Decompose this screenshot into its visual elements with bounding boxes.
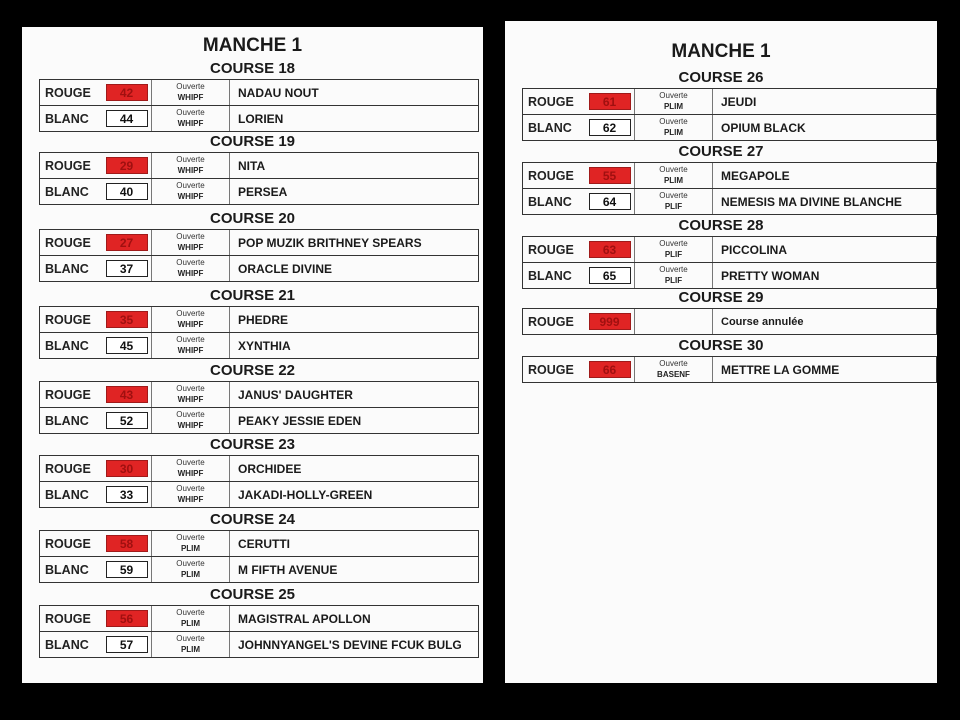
runner-number: 61 [589, 93, 631, 110]
horse-name: POP MUZIK BRITHNEY SPEARS [238, 235, 422, 250]
muzzle-type: WHIPF [177, 495, 204, 504]
race-row [40, 606, 478, 631]
runner-number: 27 [106, 234, 148, 251]
muzzle-open-label: Ouverte [659, 239, 688, 248]
race-row [40, 105, 478, 131]
muzzle-cell [152, 80, 230, 105]
jacket-color-label: ROUGE [528, 168, 574, 183]
muzzle-type: WHIPF [177, 269, 204, 278]
muzzle-cell [152, 307, 230, 332]
race-table [39, 79, 479, 132]
jacket-color-label: ROUGE [528, 94, 574, 109]
number-cell [585, 189, 635, 214]
muzzle-cell [152, 456, 230, 481]
jacket-color-label: ROUGE [45, 158, 91, 173]
muzzle-open-label: Ouverte [176, 458, 205, 467]
muzzle-cell [635, 189, 713, 214]
muzzle-open-label: Ouverte [176, 608, 205, 617]
number-cell [102, 80, 152, 105]
muzzle-type: WHIPF [177, 421, 204, 430]
race-row [523, 237, 936, 262]
muzzle-type: WHIPF [177, 93, 204, 102]
race-row [40, 332, 478, 358]
horse-name: Course annulée [721, 315, 804, 328]
muzzle-type: PLIF [664, 202, 683, 211]
muzzle-open-label: Ouverte [659, 91, 688, 100]
number-cell [102, 456, 152, 481]
horse-name: NITA [238, 158, 266, 173]
race-row [523, 309, 936, 334]
manche-title: MANCHE 1 [671, 41, 771, 62]
jacket-color-label: BLANC [45, 562, 89, 577]
race-row [40, 80, 478, 105]
muzzle-open-label: Ouverte [176, 181, 205, 190]
race-table [39, 152, 479, 205]
muzzle-cell [635, 89, 713, 114]
muzzle-cell [152, 230, 230, 255]
right-sheet [505, 21, 937, 683]
horse-name: JANUS' DAUGHTER [238, 387, 353, 402]
horse-name: METTRE LA GOMME [721, 362, 840, 377]
race-row [40, 631, 478, 657]
muzzle-open-label: Ouverte [659, 117, 688, 126]
jacket-color-label: ROUGE [45, 312, 91, 327]
course-title: COURSE 24 [209, 511, 296, 528]
jacket-color-label: BLANC [45, 637, 89, 652]
horse-name: JAKADI-HOLLY-GREEN [238, 487, 373, 502]
horse-name: M FIFTH AVENUE [238, 562, 338, 577]
muzzle-open-label: Ouverte [176, 335, 205, 344]
runner-number: 33 [106, 486, 148, 503]
race-table [39, 455, 479, 508]
number-cell [585, 263, 635, 288]
muzzle-cell [152, 106, 230, 131]
race-row [40, 556, 478, 582]
number-cell [102, 179, 152, 204]
muzzle-open-label: Ouverte [176, 82, 205, 91]
muzzle-type: WHIPF [177, 469, 204, 478]
race-row [40, 255, 478, 281]
number-cell [585, 163, 635, 188]
race-row [40, 456, 478, 481]
number-cell [102, 307, 152, 332]
number-cell [102, 632, 152, 657]
horse-name: PICCOLINA [721, 242, 787, 257]
number-cell [102, 482, 152, 507]
race-row [40, 307, 478, 332]
course-title: COURSE 28 [678, 217, 764, 234]
muzzle-cell [152, 531, 230, 556]
number-cell [102, 106, 152, 131]
horse-name: LORIEN [238, 111, 284, 126]
runner-number: 43 [106, 386, 148, 403]
jacket-color-label: ROUGE [45, 235, 91, 250]
runner-number: 56 [106, 610, 148, 627]
muzzle-open-label: Ouverte [176, 533, 205, 542]
muzzle-type: PLIF [664, 250, 683, 259]
horse-name: CERUTTI [238, 536, 290, 551]
runner-number: 62 [589, 119, 631, 136]
jacket-color-label: BLANC [45, 261, 89, 276]
runner-number: 52 [106, 412, 148, 429]
number-cell [102, 333, 152, 358]
race-table [39, 229, 479, 282]
course-title: COURSE 20 [209, 210, 296, 227]
number-cell [585, 115, 635, 140]
jacket-color-label: ROUGE [45, 536, 91, 551]
muzzle-open-label: Ouverte [176, 484, 205, 493]
horse-name: PERSEA [238, 184, 288, 199]
runner-number: 29 [106, 157, 148, 174]
horse-name: NADAU NOUT [238, 85, 319, 100]
race-table [522, 356, 937, 383]
race-table [39, 530, 479, 583]
course-title: COURSE 29 [678, 289, 764, 306]
jacket-color-label: BLANC [528, 268, 572, 283]
muzzle-cell [152, 382, 230, 407]
race-table [39, 381, 479, 434]
horse-name: MEGAPOLE [721, 168, 790, 183]
number-cell [102, 256, 152, 281]
number-cell [102, 531, 152, 556]
course-title: COURSE 26 [678, 69, 764, 86]
jacket-color-label: ROUGE [45, 611, 91, 626]
jacket-color-label: ROUGE [528, 362, 574, 377]
muzzle-type: WHIPF [177, 320, 204, 329]
muzzle-cell [152, 333, 230, 358]
runner-number: 58 [106, 535, 148, 552]
number-cell [102, 606, 152, 631]
muzzle-cell [152, 632, 230, 657]
race-row [523, 262, 936, 288]
jacket-color-label: BLANC [528, 120, 572, 135]
race-table [522, 308, 937, 335]
race-row [523, 114, 936, 140]
muzzle-type: BASENF [657, 370, 690, 379]
number-cell [102, 408, 152, 433]
muzzle-cell [635, 237, 713, 262]
horse-name: JEUDI [721, 94, 757, 109]
race-table [522, 88, 937, 141]
race-table [39, 605, 479, 658]
race-row [40, 531, 478, 556]
runner-number: 999 [589, 313, 631, 330]
course-title: COURSE 22 [209, 362, 296, 379]
race-row [40, 407, 478, 433]
horse-name: PHEDRE [238, 312, 289, 327]
muzzle-type: PLIM [663, 102, 684, 111]
number-cell [102, 557, 152, 582]
race-row [523, 163, 936, 188]
muzzle-cell [152, 179, 230, 204]
muzzle-open-label: Ouverte [176, 410, 205, 419]
muzzle-cell [152, 606, 230, 631]
muzzle-open-label: Ouverte [176, 634, 205, 643]
race-table [39, 306, 479, 359]
muzzle-cell [635, 115, 713, 140]
muzzle-type: WHIPF [177, 346, 204, 355]
horse-name: NEMESIS MA DIVINE BLANCHE [721, 194, 902, 209]
muzzle-type: PLIM [180, 645, 201, 654]
jacket-color-label: ROUGE [45, 461, 91, 476]
manche-title: MANCHE 1 [202, 35, 303, 56]
muzzle-cell [152, 153, 230, 178]
muzzle-type: WHIPF [177, 166, 204, 175]
jacket-color-label: ROUGE [528, 242, 574, 257]
runner-number: 65 [589, 267, 631, 284]
muzzle-open-label: Ouverte [176, 559, 205, 568]
number-cell [585, 357, 635, 382]
runner-number: 45 [106, 337, 148, 354]
runner-number: 57 [106, 636, 148, 653]
muzzle-type: PLIF [664, 276, 683, 285]
jacket-color-label: ROUGE [45, 387, 91, 402]
runner-number: 59 [106, 561, 148, 578]
muzzle-cell [635, 163, 713, 188]
muzzle-type: WHIPF [177, 119, 204, 128]
runner-number: 40 [106, 183, 148, 200]
race-row [40, 230, 478, 255]
number-cell [585, 89, 635, 114]
jacket-color-label: BLANC [45, 111, 89, 126]
course-title: COURSE 21 [209, 287, 296, 304]
course-title: COURSE 19 [209, 133, 296, 150]
horse-name: PRETTY WOMAN [721, 268, 820, 283]
muzzle-open-label: Ouverte [176, 155, 205, 164]
muzzle-open-label: Ouverte [176, 384, 205, 393]
race-row [40, 153, 478, 178]
jacket-color-label: BLANC [45, 184, 89, 199]
muzzle-cell [635, 309, 713, 334]
horse-name: ORACLE DIVINE [238, 261, 333, 276]
muzzle-open-label: Ouverte [176, 258, 205, 267]
course-title: COURSE 27 [678, 143, 764, 160]
runner-number: 35 [106, 311, 148, 328]
runner-number: 37 [106, 260, 148, 277]
muzzle-cell [635, 263, 713, 288]
muzzle-cell [152, 408, 230, 433]
race-row [523, 357, 936, 382]
runner-number: 55 [589, 167, 631, 184]
muzzle-type: WHIPF [177, 395, 204, 404]
muzzle-type: PLIM [180, 619, 201, 628]
muzzle-open-label: Ouverte [659, 359, 688, 368]
runner-number: 42 [106, 84, 148, 101]
muzzle-type: PLIM [180, 544, 201, 553]
muzzle-cell [635, 357, 713, 382]
muzzle-cell [152, 557, 230, 582]
course-title: COURSE 18 [209, 60, 296, 77]
muzzle-open-label: Ouverte [176, 108, 205, 117]
muzzle-open-label: Ouverte [659, 165, 688, 174]
jacket-color-label: BLANC [45, 338, 89, 353]
muzzle-cell [152, 256, 230, 281]
muzzle-type: PLIM [663, 176, 684, 185]
number-cell [102, 230, 152, 255]
muzzle-open-label: Ouverte [659, 265, 688, 274]
race-row [40, 481, 478, 507]
muzzle-type: WHIPF [177, 243, 204, 252]
course-title: COURSE 23 [209, 436, 296, 453]
race-row [523, 188, 936, 214]
muzzle-open-label: Ouverte [659, 191, 688, 200]
number-cell [102, 153, 152, 178]
muzzle-type: WHIPF [177, 192, 204, 201]
race-row [40, 178, 478, 204]
race-table [522, 162, 937, 215]
horse-name: XYNTHIA [238, 338, 291, 353]
number-cell [102, 382, 152, 407]
course-title: COURSE 25 [209, 586, 296, 603]
jacket-color-label: BLANC [45, 413, 89, 428]
runner-number: 44 [106, 110, 148, 127]
muzzle-open-label: Ouverte [176, 232, 205, 241]
left-sheet [22, 27, 483, 683]
muzzle-open-label: Ouverte [176, 309, 205, 318]
jacket-color-label: ROUGE [528, 314, 574, 329]
number-cell [585, 237, 635, 262]
race-row [40, 382, 478, 407]
muzzle-type: PLIM [180, 570, 201, 579]
runner-number: 63 [589, 241, 631, 258]
horse-name: MAGISTRAL APOLLON [238, 611, 371, 626]
jacket-color-label: BLANC [45, 487, 89, 502]
jacket-color-label: ROUGE [45, 85, 91, 100]
jacket-color-label: BLANC [528, 194, 572, 209]
muzzle-cell [152, 482, 230, 507]
horse-name: ORCHIDEE [238, 461, 302, 476]
number-cell [585, 309, 635, 334]
runner-number: 64 [589, 193, 631, 210]
horse-name: JOHNNYANGEL'S DEVINE FCUK BULG [238, 637, 462, 652]
horse-name: PEAKY JESSIE EDEN [238, 413, 362, 428]
runner-number: 30 [106, 460, 148, 477]
horse-name: OPIUM BLACK [721, 120, 806, 135]
race-row [523, 89, 936, 114]
course-title: COURSE 30 [678, 337, 764, 354]
muzzle-type: PLIM [663, 128, 684, 137]
runner-number: 66 [589, 361, 631, 378]
race-table [522, 236, 937, 289]
